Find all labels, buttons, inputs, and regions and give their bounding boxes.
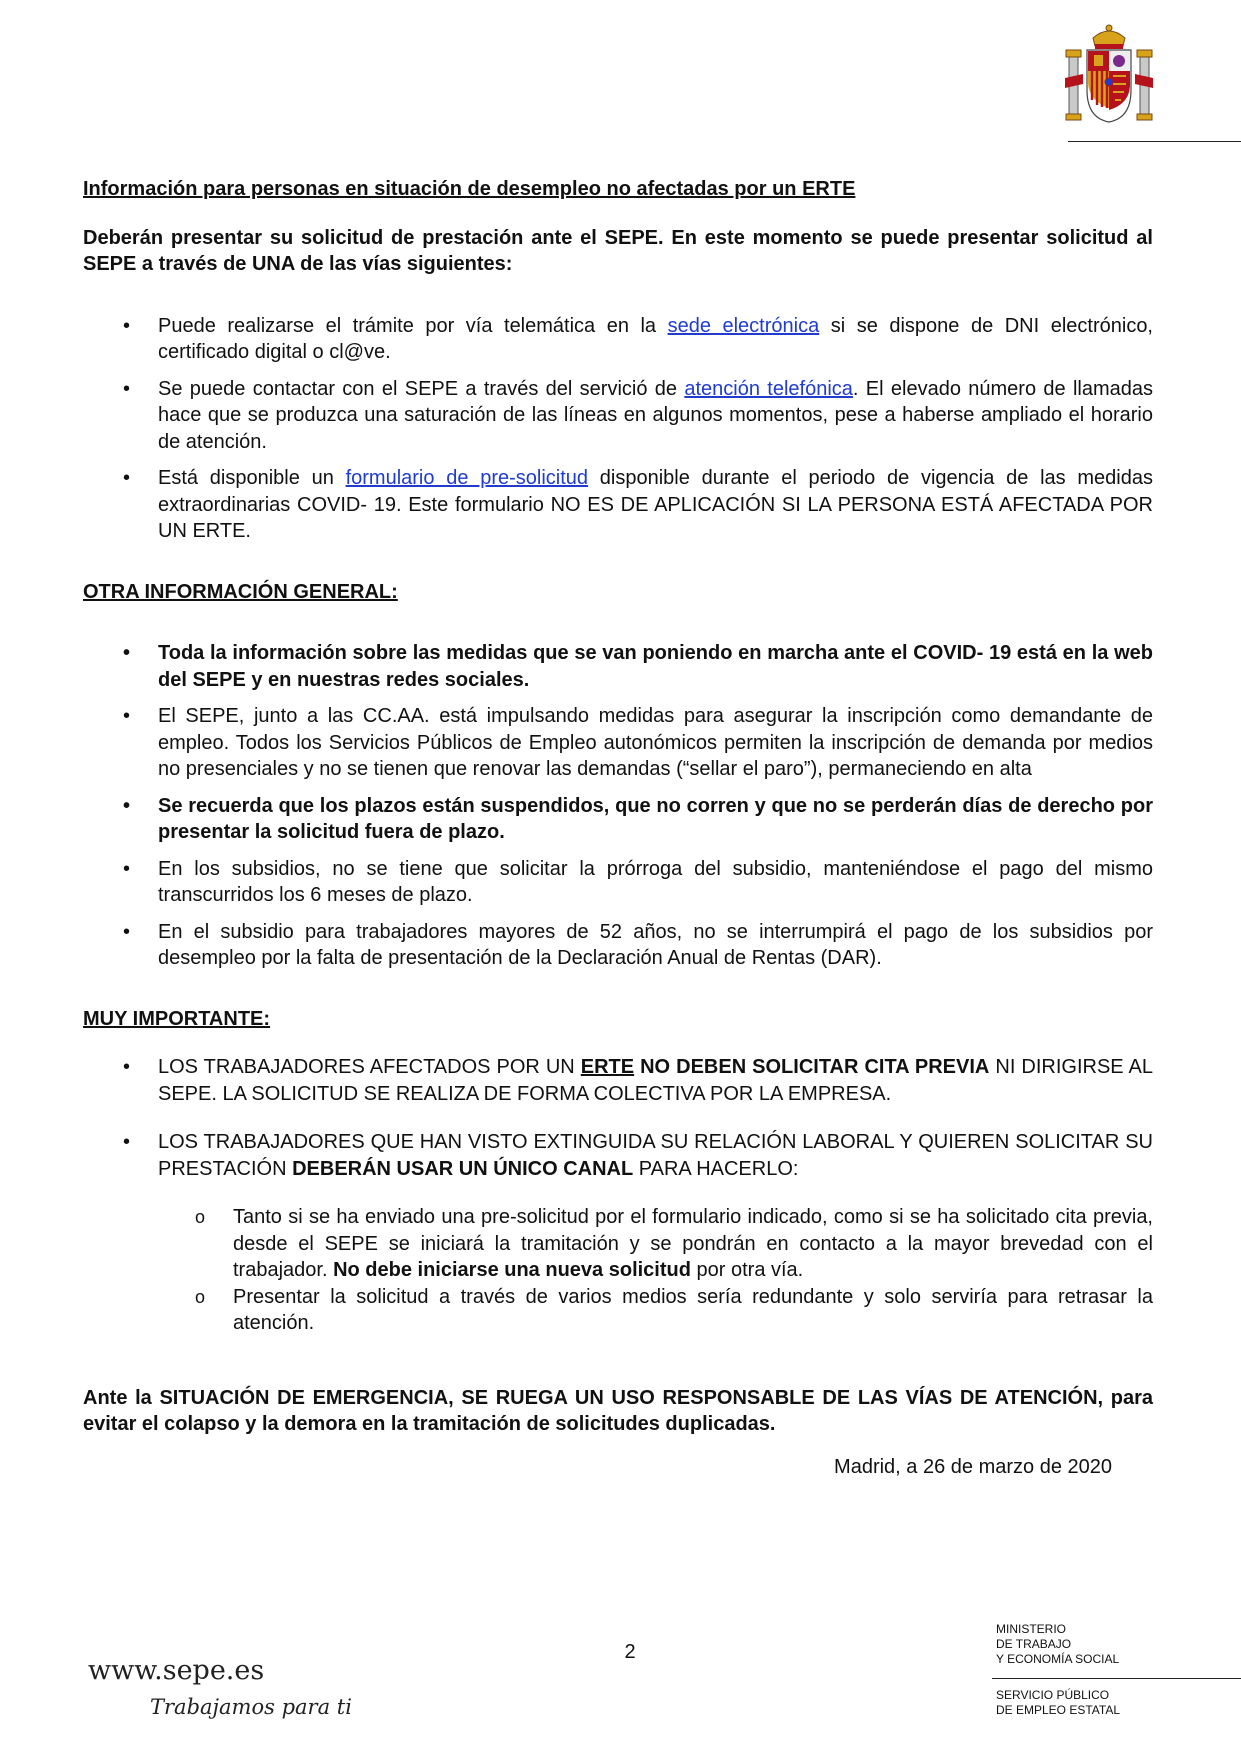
- list-item: • LOS TRABAJADORES AFECTADOS POR UN ERTE NO DEBEN SOLICITAR CITA PREVIA NI DIRIGIRSE AL SEPE. LA SOLICITUD SE REALIZA DE FORMA COLECTIVA POR LA EMPRESA.: [83, 1054, 1153, 1107]
- list-item: • En el subsidio para trabajadores mayores de 52 años, no se interrumpirá el pago de los subsidios por desempleo por la falta de presentación de la Declaración Anual de Rentas (DAR).: [83, 919, 1153, 972]
- section-title-unemployed: Información para personas en situación de desempleo no afectadas por un ERTE: [83, 178, 856, 200]
- section-title-important: MUY IMPORTANTE:: [83, 1007, 271, 1030]
- header-rule: [1068, 141, 1241, 142]
- section-title-general: OTRA INFORMACIÓN GENERAL:: [83, 580, 398, 603]
- service-block: SERVICIO PÚBLICO DE EMPLEO ESTATAL: [996, 1688, 1121, 1717]
- general-info-list: [83, 640, 1153, 972]
- section-lead: Deberán presentar su solicitud de prestación ante el SEPE. En este momento se puede presentar solicitud al SEPE a través de UNA de las vías siguientes:: [83, 226, 1153, 275]
- slogan-text: Trabajamos para ti: [150, 1695, 352, 1719]
- footer-rule: [992, 1678, 1241, 1679]
- ministry-block: MINISTERIO DE TRABAJO Y ECONOMÍA SOCIAL: [996, 1622, 1120, 1666]
- important-sublist: [83, 1204, 1153, 1337]
- list-item: • El SEPE, junto a las CC.AA. está impulsando medidas para asegurar la inscripción como demandante de empleo. Todos los Servicios Públicos de Empleo autonómicos permiten la inscripción de demanda por medios no presenciales y no se tienen que renovar las demandas (“sellar el paro”), permaneciendo en alta: [83, 703, 1153, 783]
- list-item: • LOS TRABAJADORES QUE HAN VISTO EXTINGUIDA SU RELACIÓN LABORAL Y QUIEREN SOLICITAR SU PRESTACIÓN DEBERÁN USAR UN ÚNICO CANAL PARA HACERLO:: [83, 1129, 1153, 1182]
- sub-list-item: o Tanto si se ha enviado una pre-solicitud por el formulario indicado, como si se ha solicitado cita previa, desde el SEPE se iniciará la tramitación y se pondrán en contacto a la mayor brevedad con el trabajador. No debe iniciarse una nueva solicitud por otra vía.: [83, 1204, 1153, 1284]
- list-item: • Está disponible un formulario de pre-solicitud disponible durante el periodo de vigencia de las medidas extraordinarias COVID- 19. Este formulario NO ES DE APLICACIÓN SI LA PERSONA ESTÁ AFECTADA POR UN ERTE.: [83, 465, 1153, 545]
- list-item: • Toda la información sobre las medidas que se van poniendo en marcha ante el COVID- 19 está en la web del SEPE y en nuestras redes sociales.: [83, 640, 1153, 693]
- page-number: 2: [624, 1641, 636, 1663]
- channels-list: [83, 313, 1153, 545]
- website-logo-text: www.sepe.es: [88, 1655, 265, 1686]
- pre-solicitud-form-link[interactable]: formulario de pre-solicitud: [345, 467, 589, 489]
- sub-list-item: o Presentar la solicitud a través de varios medios sería redundante y solo serviría para retrasar la atención.: [83, 1284, 1153, 1337]
- list-item: • En los subsidios, no se tiene que solicitar la prórroga del subsidio, manteniéndose el pago del mismo transcurridos los 6 meses de plazo.: [83, 856, 1153, 909]
- spain-coat-of-arms-icon: [1063, 22, 1155, 126]
- sede-electronica-link[interactable]: sede electrónica: [667, 314, 820, 337]
- atencion-telefonica-link[interactable]: atención telefónica: [684, 377, 853, 400]
- important-list: [83, 1054, 1153, 1182]
- signature-date: Madrid, a 26 de marzo de 2020: [834, 1455, 1112, 1478]
- document-body: [83, 176, 1153, 1480]
- list-item: • Se puede contactar con el SEPE a través del servició de atención telefónica. El elevado número de llamadas hace que se produzca una saturación de las líneas en algunos momentos, pese a haberse ampliado el horario de atención.: [83, 376, 1153, 456]
- list-item: • Puede realizarse el trámite por vía telemática en la sede electrónica si se dispone de DNI electrónico, certificado digital o cl@ve.: [83, 313, 1153, 366]
- list-item: • Se recuerda que los plazos están suspendidos, que no corren y que no se perderán días de derecho por presentar la solicitud fuera de plazo.: [83, 793, 1153, 846]
- closing-paragraph: Ante la SITUACIÓN DE EMERGENCIA, SE RUEGA UN USO RESPONSABLE DE LAS VÍAS DE ATENCIÓN, para evitar el colapso y la demora en la tramitación de solicitudes duplicadas.: [83, 1386, 1154, 1435]
